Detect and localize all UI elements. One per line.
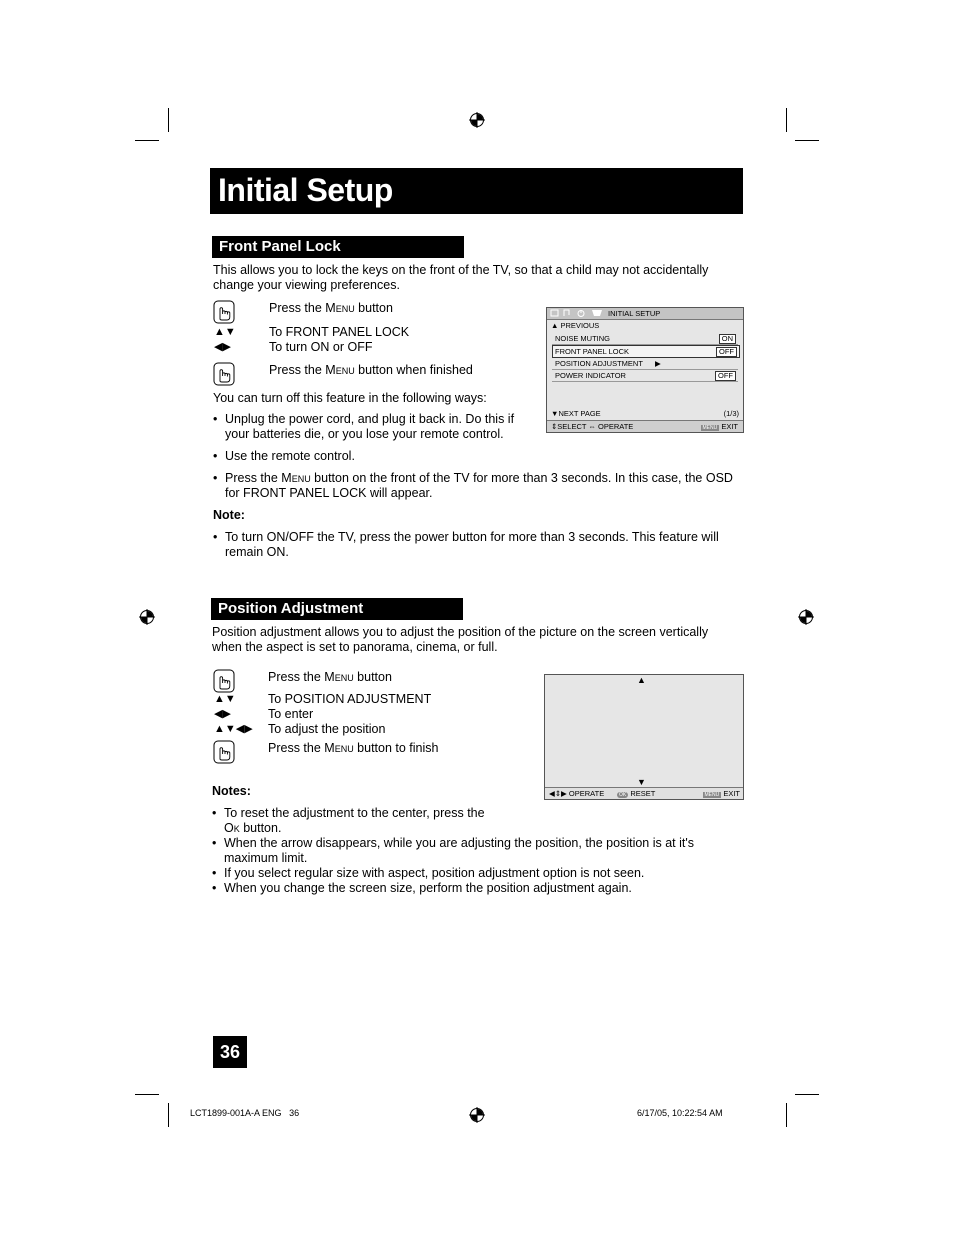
osd-tab-icons <box>550 309 606 318</box>
left-right-arrows-icon: ◀▶ <box>214 708 231 720</box>
osd-title: INITIAL SETUP <box>608 309 661 318</box>
list-item: • Use the remote control. <box>213 449 355 463</box>
step-text: To adjust the position <box>268 722 386 736</box>
crop-mark <box>786 108 787 132</box>
hand-press-icon <box>213 362 235 386</box>
down-arrow-icon: ▼ <box>637 777 646 787</box>
osd-next-page: ▼NEXT PAGE <box>551 409 601 418</box>
step-text: Press the Menu button to finish <box>268 741 439 755</box>
step-text: Press the Menu button <box>268 670 392 684</box>
menu-key-icon: MENU <box>704 792 720 798</box>
hand-press-icon <box>213 740 235 764</box>
intro-text: change your viewing preferences. <box>213 278 400 292</box>
position-adjustment-screen <box>544 674 744 800</box>
list-item: • Press the Menu button on the front of the TV for more than 3 seconds. In this case, the OSD for FRONT PANEL LOCK will appear. <box>213 471 733 500</box>
notes-label: Notes: <box>212 784 251 798</box>
four-way-arrows-icon: ▲▼◀▶ <box>214 723 253 735</box>
up-down-arrows-icon: ▲▼ <box>214 693 236 705</box>
osd-row-noise-muting: NOISE MUTING ON <box>552 333 738 345</box>
step-text: To enter <box>268 707 314 721</box>
crop-mark <box>135 140 159 141</box>
hand-press-icon <box>213 300 235 324</box>
left-right-arrows-icon: ◀▶ <box>214 341 231 353</box>
crop-mark <box>795 1094 819 1095</box>
registration-mark-icon <box>469 112 485 128</box>
registration-mark-icon <box>469 1107 485 1123</box>
osd-row-front-panel-lock: FRONT PANEL LOCK OFF <box>552 345 740 358</box>
step-text: Press the Menu button <box>269 301 393 315</box>
doc-code: LCT1899-001A-A ENG 36 <box>190 1108 300 1118</box>
osd-row-power-indicator: POWER INDICATOR OFF <box>552 370 738 382</box>
hand-press-icon <box>213 669 235 693</box>
list-item: • When you change the screen size, perform the position adjustment again. <box>212 881 632 895</box>
osd-previous: ▲ PREVIOUS <box>551 321 600 330</box>
page-number: 36 <box>213 1036 247 1068</box>
section-heading-front-panel-lock: Front Panel Lock <box>212 236 464 258</box>
list-item: • When the arrow disappears, while you are adjusting the position, the position is at it's maximum limit. <box>212 836 695 865</box>
crop-mark <box>795 140 819 141</box>
up-arrow-icon: ▲ <box>637 675 646 685</box>
page-title-bar <box>210 168 743 214</box>
ok-key-icon: OK <box>619 792 627 798</box>
crop-mark <box>786 1103 787 1127</box>
step-text: To FRONT PANEL LOCK <box>269 325 410 339</box>
osd-page-indicator: (1/3) <box>723 409 739 418</box>
crop-mark <box>168 108 169 132</box>
list-item: • If you select regular size with aspect, position adjustment option is not seen. <box>212 866 645 880</box>
list-item: • To turn ON/OFF the TV, press the power button for more than 3 seconds. This feature will remain ON. <box>213 530 719 559</box>
screen-footer: ◀⇕▶ OPERATE OK RESET MENU EXIT <box>545 787 743 799</box>
turnoff-intro: You can turn off this feature in the following ways: <box>213 391 487 405</box>
crop-mark <box>168 1103 169 1127</box>
intro-text: This allows you to lock the keys on the front of the TV, so that a child may not accidentally <box>213 263 709 277</box>
registration-mark-icon <box>798 609 814 625</box>
step-text: To turn ON or OFF <box>269 340 373 354</box>
print-timestamp: 6/17/05, 10:22:54 AM <box>637 1108 723 1118</box>
note-label: Note: <box>213 508 245 522</box>
step-text: Press the Menu button when finished <box>269 363 473 377</box>
list-item: • Unplug the power cord, and plug it back in. Do this if your batteries die, or you lose your remote control. <box>213 412 515 441</box>
section-heading-position-adjustment: Position Adjustment <box>211 598 463 620</box>
menu-key-icon: MENU <box>702 425 718 431</box>
page-title: Initial Setup <box>218 172 393 208</box>
osd-initial-setup-menu <box>546 307 744 433</box>
up-down-arrows-icon: ▲▼ <box>214 326 236 338</box>
osd-row-position-adjustment: POSITION ADJUSTMENT ▶ <box>552 358 738 370</box>
step-text: To POSITION ADJUSTMENT <box>268 692 432 706</box>
registration-mark-icon <box>139 609 155 625</box>
osd-header <box>547 308 743 320</box>
intro-text: Position adjustment allows you to adjust the position of the picture on the screen vertically <box>212 625 709 639</box>
osd-footer: ⇕SELECT ⇔ OPERATE MENU EXIT <box>547 420 743 432</box>
crop-mark <box>135 1094 159 1095</box>
list-item: • To reset the adjustment to the center, press the Ok button. <box>212 806 485 835</box>
intro-text: when the aspect is set to panorama, cinema, or full. <box>212 640 498 654</box>
